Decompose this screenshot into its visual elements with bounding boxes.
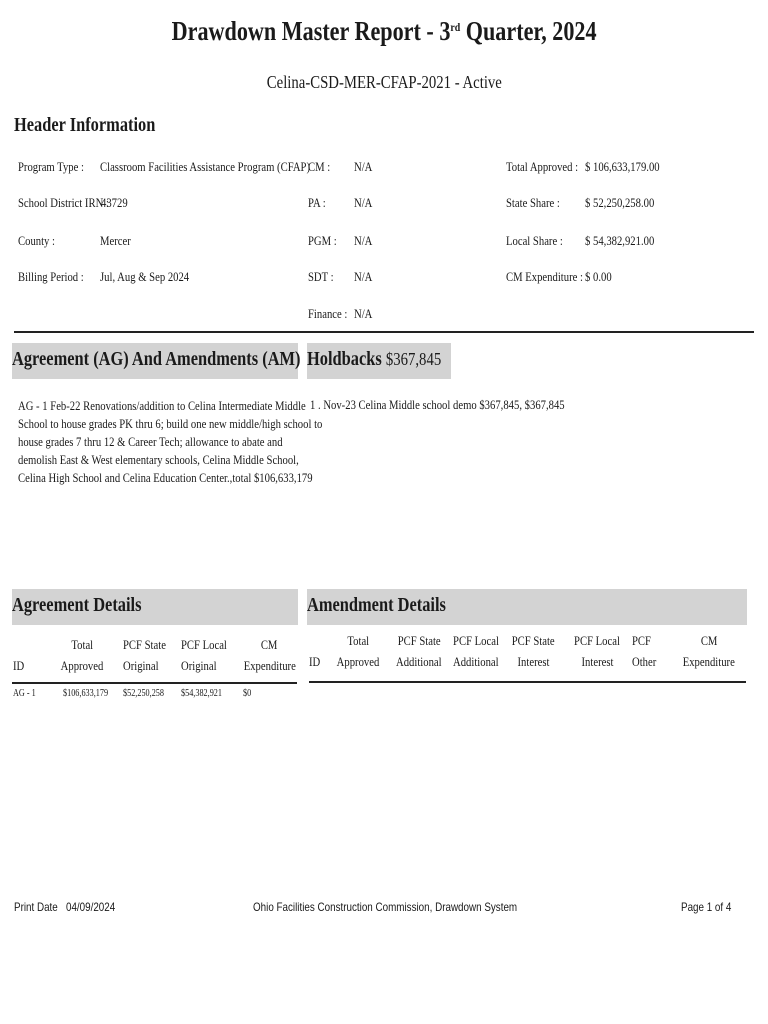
agreement-amendments-heading: Agreement (AG) And Amendments (AM) bbox=[12, 348, 301, 370]
pgm-value: N/A bbox=[354, 233, 373, 248]
amd-col-id: ID bbox=[309, 654, 321, 669]
holdbacks-heading: Holdbacks $367,845 bbox=[307, 348, 442, 370]
agd-col-pcf-state-original: PCF State Original bbox=[123, 637, 166, 673]
agreement-description-line: School to house grades PK thru 6; build one new middle/high school to bbox=[18, 416, 323, 431]
agd-col-cm-expenditure: CM Expenditure bbox=[243, 637, 296, 673]
agreement-description bbox=[18, 397, 323, 487]
pa-value: N/A bbox=[354, 195, 373, 210]
agd-cell-id: AG - 1 bbox=[13, 688, 36, 699]
irn-label: School District IRN : bbox=[18, 195, 109, 210]
local-share-label: Local Share : bbox=[506, 233, 563, 248]
program-type-label: Program Type : bbox=[18, 159, 84, 174]
agreement-amendments-bar bbox=[12, 343, 301, 379]
title-superscript: rd bbox=[450, 20, 461, 34]
amd-header-rule bbox=[309, 681, 746, 683]
report-title: Drawdown Master Report - 3rd Quarter, 2024 bbox=[171, 16, 597, 46]
billing-period-value: Jul, Aug & Sep 2024 bbox=[100, 269, 190, 284]
agreement-description-line: house grades 7 thru 12 & Career Tech; allowance to abate and bbox=[18, 434, 283, 449]
agd-cell-pcf-local-original: $54,382,921 bbox=[181, 688, 222, 699]
report-subtitle: Celina-CSD-MER-CFAP-2021 - Active bbox=[266, 72, 502, 92]
amd-col-total-approved: Total Approved bbox=[336, 633, 380, 669]
amd-col-pcf-local-additional: PCF Local Additional bbox=[453, 633, 499, 669]
holdbacks-bar bbox=[307, 343, 451, 379]
amd-col-pcf-state-additional: PCF State Additional bbox=[396, 633, 442, 669]
header-divider bbox=[14, 331, 754, 333]
finance-value: N/A bbox=[354, 306, 373, 321]
cm-expenditure-value: $ 0.00 bbox=[585, 269, 612, 284]
amd-col-pcf-state-interest: PCF State Interest bbox=[511, 633, 555, 669]
holdbacks-amount: $367,845 bbox=[385, 349, 442, 369]
pgm-label: PGM : bbox=[308, 233, 337, 248]
county-label: County : bbox=[18, 233, 56, 248]
agd-cell-cm-expenditure: $0 bbox=[243, 688, 252, 699]
agd-col-total-approved: Total Approved bbox=[60, 637, 104, 673]
county-value: Mercer bbox=[100, 233, 131, 248]
agd-col-pcf-local-original: PCF Local Original bbox=[181, 637, 227, 673]
agd-header-rule bbox=[12, 682, 297, 684]
local-share-value: $ 54,382,921.00 bbox=[585, 233, 655, 248]
cm-value: N/A bbox=[354, 159, 373, 174]
amendment-details-bar bbox=[307, 589, 747, 625]
total-approved-value: $ 106,633,179.00 bbox=[585, 159, 660, 174]
amd-col-pcf-local-interest: PCF Local Interest bbox=[574, 633, 620, 669]
footer-center-text: Ohio Facilities Construction Commission, Drawdown System bbox=[253, 900, 518, 914]
amd-col-cm-expenditure: CM Expenditure bbox=[682, 633, 736, 669]
agreement-description-line: Celina High School and Celina Education Center.,total $106,633,179 bbox=[18, 470, 313, 485]
program-type-value: Classroom Facilities Assistance Program (CFAP) bbox=[100, 159, 311, 174]
sdt-label: SDT : bbox=[308, 269, 334, 284]
agreement-details-bar bbox=[12, 589, 298, 625]
amendment-details-heading: Amendment Details bbox=[307, 594, 446, 616]
page-number: Page 1 of 4 bbox=[681, 900, 732, 914]
irn-value: 43729 bbox=[101, 195, 128, 210]
agreement-description-line: demolish East & West elementary schools, Celina Middle School, bbox=[18, 452, 299, 467]
amd-col-pcf-other: PCF Other bbox=[632, 633, 657, 669]
agd-cell-pcf-state-original: $52,250,258 bbox=[123, 688, 164, 699]
state-share-label: State Share : bbox=[506, 195, 560, 210]
cm-expenditure-label: CM Expenditure : bbox=[506, 269, 583, 284]
agd-cell-total-approved: $106,633,179 bbox=[63, 688, 109, 699]
header-info-heading: Header Information bbox=[14, 114, 156, 136]
sdt-value: N/A bbox=[354, 269, 373, 284]
agreement-description-line: AG - 1 Feb-22 Renovations/addition to Celina Intermediate Middle bbox=[18, 398, 306, 413]
holdback-item: 1 . Nov-23 Celina Middle school demo $367,845, $367,845 bbox=[310, 397, 565, 412]
print-date: Print Date 04/09/2024 bbox=[14, 900, 116, 914]
total-approved-label: Total Approved : bbox=[506, 159, 579, 174]
cm-label: CM : bbox=[308, 159, 331, 174]
agd-col-id: ID bbox=[13, 658, 25, 673]
agreement-details-heading: Agreement Details bbox=[12, 594, 142, 616]
pa-label: PA : bbox=[308, 195, 326, 210]
state-share-value: $ 52,250,258.00 bbox=[585, 195, 655, 210]
finance-label: Finance : bbox=[308, 306, 348, 321]
billing-period-label: Billing Period : bbox=[18, 269, 84, 284]
